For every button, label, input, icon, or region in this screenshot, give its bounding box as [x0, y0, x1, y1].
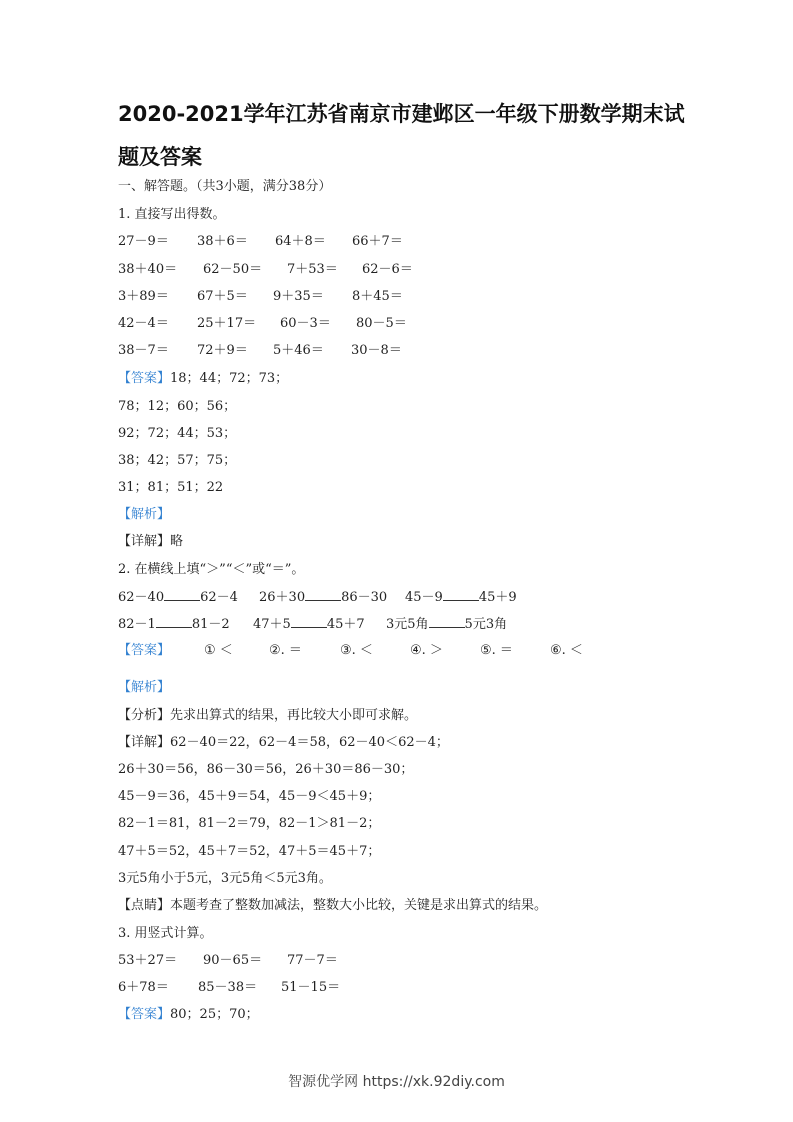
analysis-tag: 【解析】	[118, 680, 171, 695]
q1-expr: 67＋5＝	[197, 289, 248, 304]
q3-answer	[118, 1006, 259, 1024]
q1-expr: 8＋45＝	[352, 289, 403, 304]
analysis-line: 【分析】先求出算式的结果，再比较大小即可求解。	[118, 708, 418, 723]
q1-expr: 9＋35＝	[273, 289, 324, 304]
analysis-line: 45－9＝36，45＋9＝54，45－9＜45＋9；	[118, 789, 381, 804]
analysis-line: 【点睛】本题考查了整数加减法，整数大小比较，关键是求出算式的结果。	[118, 898, 548, 913]
q3-expr: 90－65＝	[203, 953, 263, 968]
answer-tag: 【答案】	[118, 371, 171, 386]
compare-item	[386, 615, 507, 634]
analysis-line: 82－1＝81，81－2＝79，82－1＞81－2；	[118, 816, 381, 831]
compare-left: 3元5角	[386, 617, 429, 632]
q1-expr: 25＋17＝	[197, 316, 257, 331]
q1-prompt: 1. 直接写出得数。	[118, 207, 226, 222]
fill-blank	[156, 615, 192, 628]
answer-item: ④. ＞	[410, 643, 443, 658]
q1-expr: 5＋46＝	[273, 343, 324, 358]
q3-expr: 85－38＝	[198, 980, 258, 995]
answer-line: 92；72；44；53；	[118, 426, 237, 441]
q1-expr: 80－5＝	[356, 316, 407, 331]
fill-blank	[305, 588, 341, 601]
q1-expr: 72＋9＝	[197, 343, 248, 358]
answer-text: 80；25；70；	[170, 1007, 259, 1022]
compare-left: 47＋5	[253, 617, 291, 632]
analysis-line: 【详解】62－40＝22，62－4＝58，62－40＜62－4；	[118, 735, 449, 750]
q3-expr: 77－7＝	[287, 953, 338, 968]
q1-expr: 38＋40＝	[118, 262, 178, 277]
fill-blank	[429, 615, 465, 628]
q1-expr: 60－3＝	[280, 316, 331, 331]
answer-item: ① ＜	[204, 643, 233, 658]
compare-item	[259, 588, 387, 607]
compare-left: 82－1	[118, 617, 156, 632]
answer-line: 38；42；57；75；	[118, 453, 237, 468]
q3-expr: 6＋78＝	[118, 980, 169, 995]
answer-item: ③. ＜	[340, 643, 373, 658]
compare-item	[118, 615, 230, 634]
q1-expr: 38－7＝	[118, 343, 169, 358]
q1-expr: 62－6＝	[362, 262, 413, 277]
compare-item	[253, 615, 365, 634]
q1-expr: 64＋8＝	[275, 234, 326, 249]
footer-watermark: 智源优学网 https://xk.92diy.com	[288, 1074, 505, 1090]
q3-prompt: 3. 用竖式计算。	[118, 926, 213, 941]
compare-item	[405, 588, 517, 607]
compare-left: 26＋30	[259, 590, 306, 605]
compare-item	[118, 588, 238, 607]
q3-expr: 51－15＝	[281, 980, 341, 995]
q1-expr: 7＋53＝	[287, 262, 338, 277]
q2-prompt: 2. 在横线上填“＞”“＜”或“＝”。	[118, 562, 305, 577]
compare-left: 62－40	[118, 590, 165, 605]
compare-right: 5元3角	[464, 617, 508, 632]
compare-right: 45＋9	[478, 590, 517, 605]
q1-expr: 62－50＝	[203, 262, 263, 277]
q1-expr: 27－9＝	[118, 234, 169, 249]
q1-expr: 3＋89＝	[118, 289, 169, 304]
q1-expr: 30－8＝	[351, 343, 402, 358]
answer-text: 18；44；72；73；	[170, 371, 289, 386]
compare-right: 45＋7	[326, 617, 365, 632]
detail-line: 【详解】略	[118, 534, 184, 549]
analysis-line: 26＋30＝56，86－30＝56，26＋30＝86－30；	[118, 762, 414, 777]
answer-item: ⑥. ＜	[550, 643, 583, 658]
q1-expr: 38＋6＝	[197, 234, 248, 249]
analysis-line: 47＋5＝52，45＋7＝52，47＋5＝45＋7；	[118, 844, 381, 859]
compare-right: 86－30	[341, 590, 388, 605]
fill-blank	[443, 588, 479, 601]
answer-item: ⑤. ＝	[480, 643, 513, 658]
section-heading: 一、解答题。（共3小题，满分38分）	[118, 179, 332, 194]
compare-right: 81－2	[191, 617, 230, 632]
fill-blank	[291, 615, 327, 628]
answer-tag: 【答案】	[118, 643, 171, 658]
answer-tag: 【答案】	[118, 1007, 171, 1022]
q1-expr: 66＋7＝	[352, 234, 403, 249]
q1-expr: 42－4＝	[118, 316, 169, 331]
analysis-tag: 【解析】	[118, 507, 171, 522]
answer-item: ②. ＝	[269, 643, 302, 658]
page-title: 2020-2021学年江苏省南京市建邺区一年级下册数学期末试题及答案	[118, 102, 685, 169]
answer-line: 78；12；60；56；	[118, 399, 237, 414]
fill-blank	[164, 588, 200, 601]
q1-answer	[118, 370, 288, 388]
compare-left: 45－9	[405, 590, 443, 605]
compare-right: 62－4	[200, 590, 238, 605]
analysis-line: 3元5角小于5元，3元5角＜5元3角。	[118, 871, 332, 886]
answer-line: 31；81；51；22	[118, 480, 224, 495]
q3-expr: 53＋27＝	[118, 953, 178, 968]
